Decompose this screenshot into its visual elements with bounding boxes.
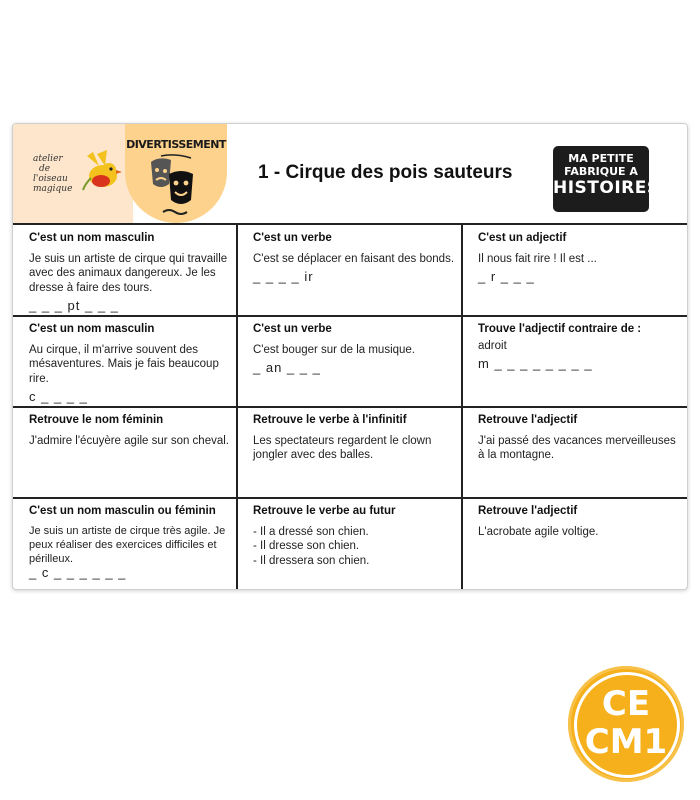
exercise-text: C'est se déplacer en faisant des bonds. <box>253 252 455 265</box>
exercise-text: J'admire l'écuyère agile sur son cheval. <box>29 434 229 447</box>
exercise-title: C'est un nom masculin <box>29 232 155 244</box>
exercise-title: C'est un nom masculin <box>29 323 155 335</box>
exercise-title: Retrouve le nom féminin <box>29 414 164 426</box>
exercise-cell <box>13 316 237 407</box>
logo-text-line: l'oiseau <box>33 174 68 184</box>
exercise-cell <box>462 498 687 589</box>
page-title: 1 - Cirque des pois sauteurs <box>258 162 513 183</box>
exercise-cell <box>237 498 462 589</box>
exercise-title: C'est un verbe <box>253 323 332 335</box>
list-item: - Il dressera son chien. <box>253 554 370 567</box>
list-item: - Il a dressé son chien. <box>253 525 369 538</box>
exercise-cell <box>462 407 687 498</box>
exercise-cell <box>462 225 687 316</box>
grid-divider <box>13 315 687 317</box>
answer-blank: m _ _ _ _ _ _ _ _ <box>478 356 593 371</box>
grid-divider <box>13 497 687 499</box>
theatre-masks-icon <box>147 154 205 218</box>
exercise-title: Trouve l'adjectif contraire de : <box>478 323 642 335</box>
exercise-cell <box>237 407 462 498</box>
exercise-title: C'est un nom masculin ou féminin <box>29 505 216 517</box>
exercise-cell <box>237 225 462 316</box>
logo-atelier <box>13 124 133 223</box>
brand-line-3: HISTOIRES <box>553 178 660 198</box>
exercise-text: J'ai passé des vacances merveilleuses à la montagne. <box>478 434 676 461</box>
brand-logo-ma-petite-fabrique <box>553 146 660 212</box>
logo-text-line: de <box>39 164 51 174</box>
exercise-text: Au cirque, il m'arrive souvent des mésaventures. Mais je fais beaucoup rire. <box>29 343 219 385</box>
answer-blank: c _ _ _ _ <box>29 389 88 404</box>
sentence-list <box>253 525 454 569</box>
answer-blank: _ c _ _ _ _ _ _ <box>29 565 127 580</box>
answer-blank: _ r _ _ _ <box>478 269 535 284</box>
exercise-cell <box>13 498 237 589</box>
exercise-title: Retrouve le verbe à l'infinitif <box>253 414 407 426</box>
grid-divider <box>13 406 687 408</box>
exercise-cell <box>237 316 462 407</box>
exercise-cell <box>13 407 237 498</box>
divertissement-label: DIVERTISSEMENT <box>126 138 226 151</box>
badge-level-line-2: CM1 <box>584 722 668 762</box>
answer-blank: _ _ _ pt _ _ _ <box>29 298 119 313</box>
exercise-cell <box>13 225 237 316</box>
bird-icon <box>79 148 125 194</box>
exercise-text: L'acrobate agile voltige. <box>478 525 599 538</box>
exercise-card-sheet <box>12 123 688 590</box>
exercise-title: Retrouve l'adjectif <box>478 414 578 426</box>
divertissement-banner <box>125 124 227 223</box>
exercise-title: C'est un adjectif <box>478 232 567 244</box>
exercise-title: C'est un verbe <box>253 232 332 244</box>
card-header <box>13 124 687 225</box>
level-badge <box>568 666 684 782</box>
badge-level-line-1: CE <box>601 684 651 724</box>
exercise-grid <box>13 225 687 589</box>
brand-line-2: FABRIQUE A <box>564 165 638 178</box>
exercise-text: C'est bouger sur de la musique. <box>253 343 416 356</box>
exercise-title: Retrouve le verbe au futur <box>253 505 396 517</box>
exercise-text: Il nous fait rire ! Il est ... <box>478 252 597 265</box>
brand-line-1: MA PETITE <box>568 152 634 165</box>
logo-text-line: magique <box>33 184 73 194</box>
exercise-text: Les spectateurs regardent le clown jongler avec des balles. <box>253 434 432 461</box>
exercise-text: adroit <box>478 339 507 352</box>
exercise-title: Retrouve l'adjectif <box>478 505 578 517</box>
exercise-text: Je suis un artiste de cirque très agile. Je peux réaliser des exercices difficiles et périlleux. <box>29 525 226 565</box>
exercise-cell <box>462 316 687 407</box>
list-item: - Il dresse son chien. <box>253 540 360 552</box>
answer-blank: _ an _ _ _ <box>253 360 321 375</box>
answer-blank: _ _ _ _ ir <box>253 269 314 284</box>
exercise-text: Je suis un artiste de cirque qui travaille avec des animaux dangereux. Je les dresse à faire des tours. <box>29 252 228 294</box>
logo-text-line: atelier <box>33 154 63 164</box>
